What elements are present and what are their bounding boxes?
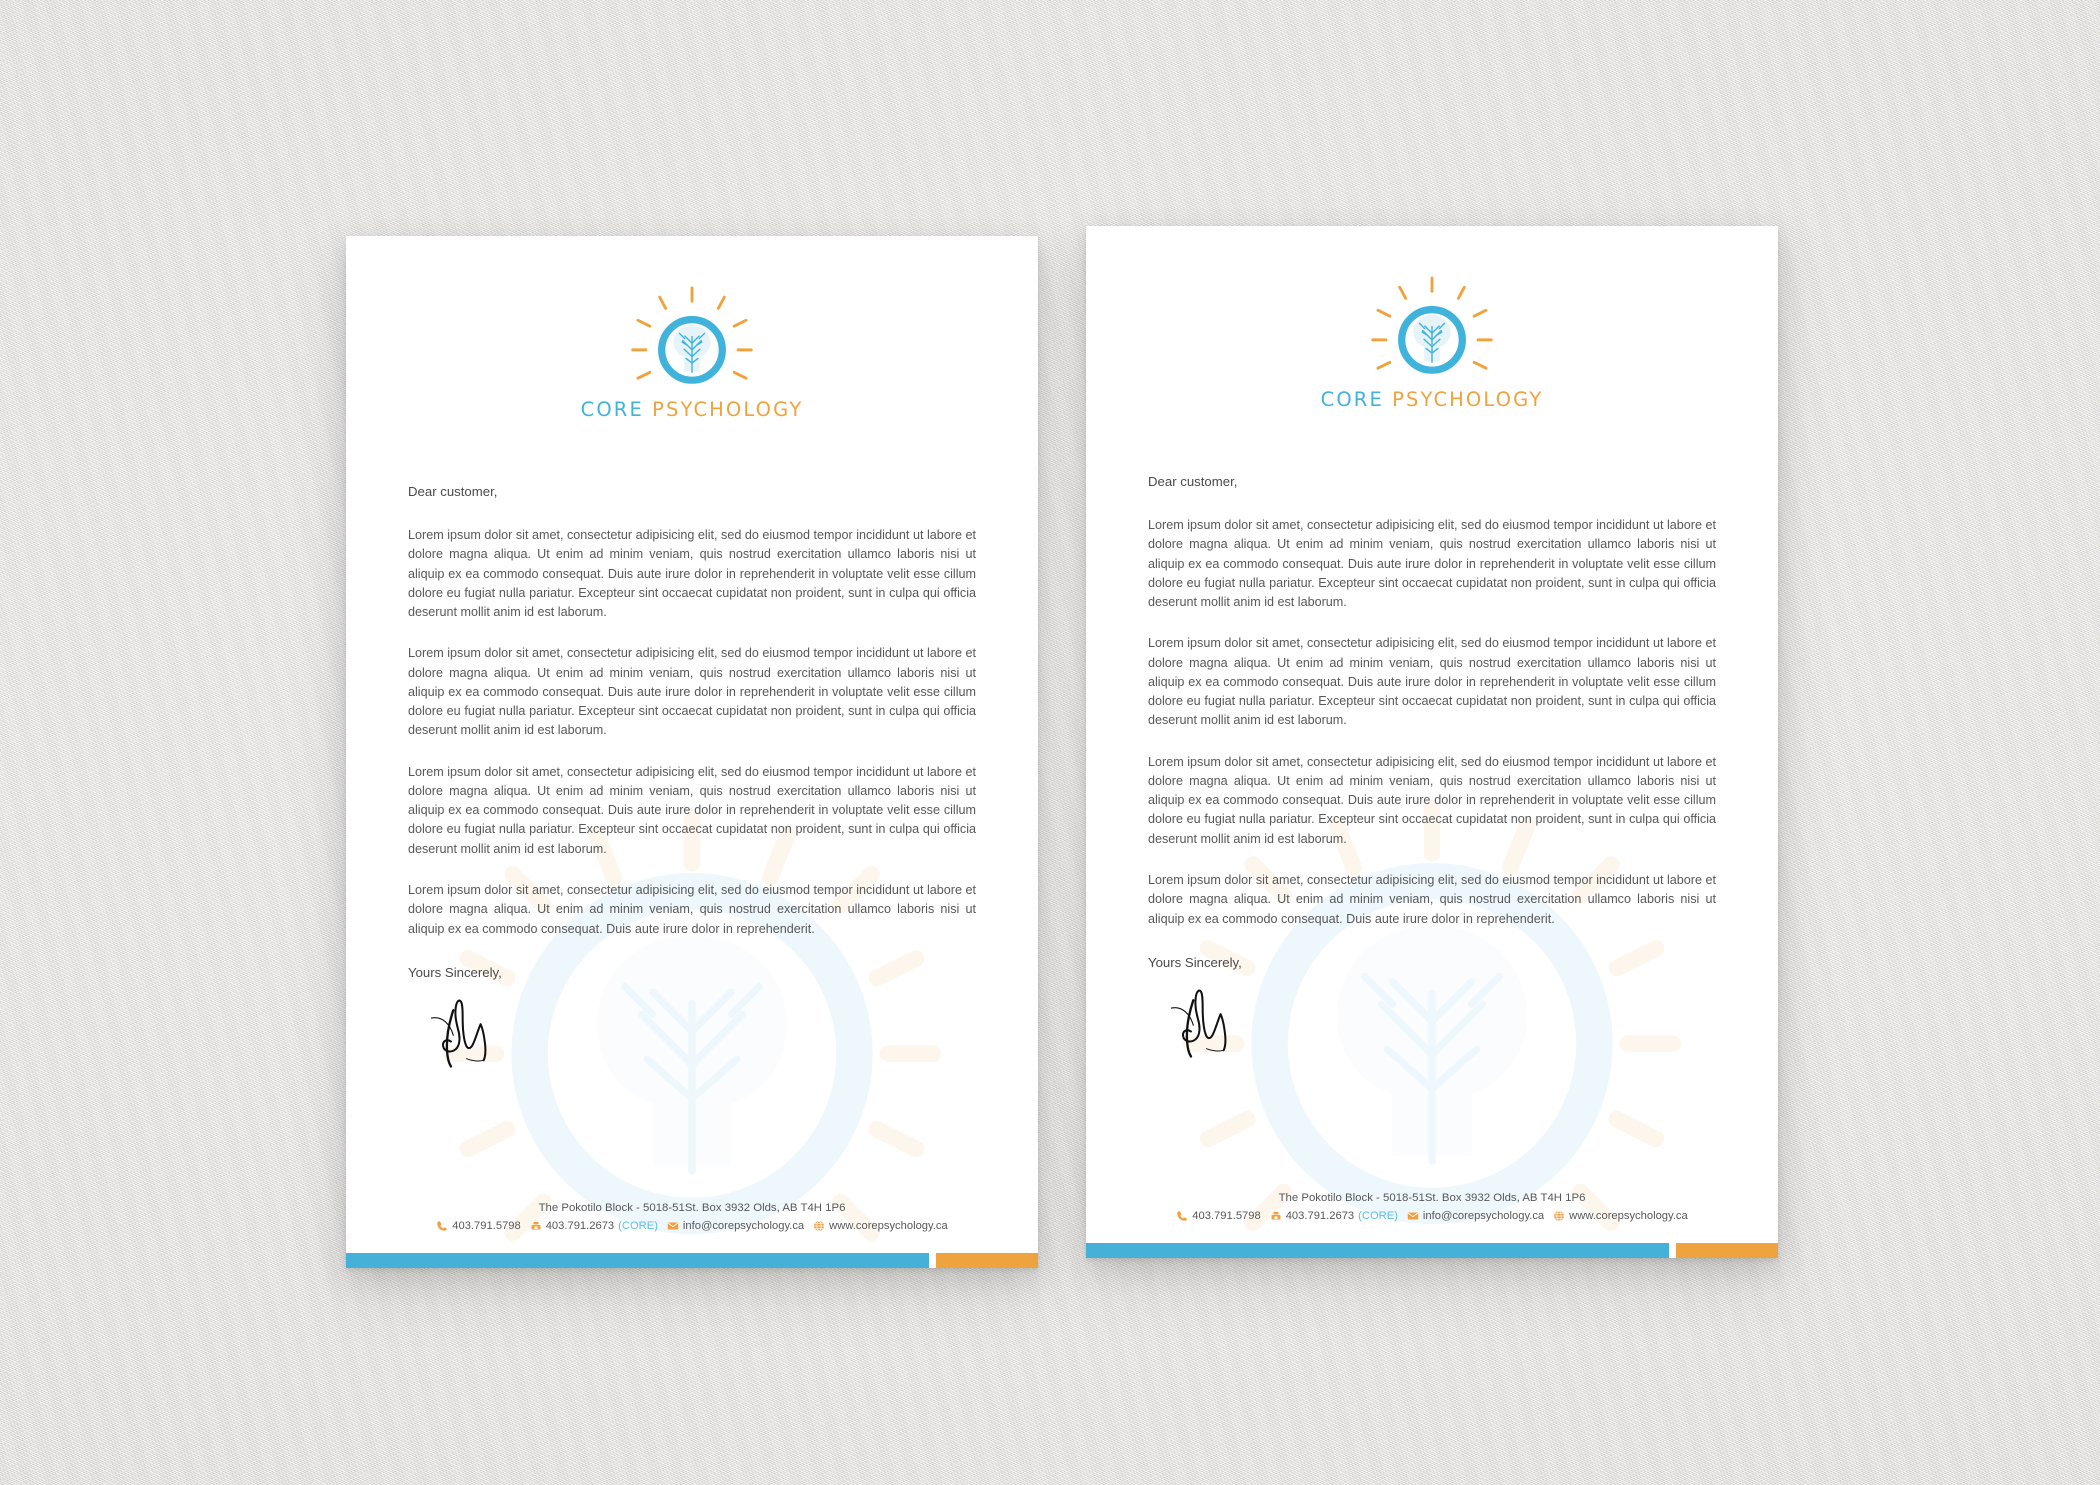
logo-word-psychology: PSYCHOLOGY <box>652 398 804 421</box>
envelope-icon <box>1407 1210 1419 1222</box>
signature-mark <box>424 990 520 1068</box>
phone-number: 403.791.5798 <box>452 1220 521 1232</box>
letterhead-footer <box>1086 1192 1778 1222</box>
logo-wordmark <box>1321 388 1544 411</box>
footer-color-bar <box>1086 1243 1778 1258</box>
body-paragraph: Lorem ipsum dolor sit amet, consectetur adipisicing elit, sed do eiusmod tempor incididunt ut labore et dolore magna aliqua. Ut enim ad minim veniam, quis nostrud exercitation ullamco laboris nisi ut aliquip ex ea commodo consequat. Duis aute irure dolor in reprehenderit in voluptate velit esse cillum dolore eu fugiat nulla pariatur. Excepteur sint occaecat cupidatat non proident, sunt in culpa qui officia deserunt mollit anim id est laborum. <box>1148 754 1716 846</box>
body-paragraph: Lorem ipsum dolor sit amet, consectetur adipisicing elit, sed do eiusmod tempor incididunt ut labore et dolore magna aliqua. Ut enim ad minim veniam, quis nostrud exercitation ullamco laboris nisi ut aliquip ex ea commodo consequat. Duis aute irure dolor in reprehenderit in voluptate velit esse cillum dolore eu fugiat nulla pariatur. Excepteur sint occaecat cupidatat non proident, sunt in culpa qui officia deserunt mollit anim id est laborum. <box>1148 636 1716 728</box>
fax-number: 403.791.2673 <box>1285 1210 1355 1222</box>
phone-number: 403.791.5798 <box>1192 1210 1261 1222</box>
letterhead-page-right[interactable] <box>1086 226 1778 1258</box>
letterhead-page-left[interactable] <box>346 236 1038 1268</box>
email-address: info@corepsychology.ca <box>1422 1210 1545 1222</box>
body-paragraph: Lorem ipsum dolor sit amet, consectetur adipisicing elit, sed do eiusmod tempor incididunt ut labore et dolore magna aliqua. Ut enim ad minim veniam, quis nostrud exercitation ullamco laboris nisi ut aliquip ex ea commodo consequat. Duis aute irure dolor in reprehenderit in voluptate velit esse cillum dolore eu fugiat nulla pariatur. Excepteur sint occaecat cupidatat non proident, sunt in culpa qui officia deserunt mollit anim id est laborum. <box>408 646 976 738</box>
footer-contacts <box>346 1220 1038 1232</box>
body-paragraph: Lorem ipsum dolor sit amet, consectetur adipisicing elit, sed do eiusmod tempor incididunt ut labore et dolore magna aliqua. Ut enim ad minim veniam, quis nostrud exercitation ullamco laboris nisi ut aliquip ex ea commodo consequat. Duis aute irure dolor in reprehenderit in voluptate velit esse cillum dolore eu fugiat nulla pariatur. Excepteur sint occaecat cupidatat non proident, sunt in culpa qui officia deserunt mollit anim id est laborum. <box>1148 518 1716 610</box>
signature-mark <box>1164 980 1260 1058</box>
website-url: www.corepsychology.ca <box>829 1220 948 1232</box>
letterhead-logo <box>1086 274 1778 411</box>
contact-fax[interactable] <box>1270 1210 1398 1222</box>
logo-word-core: CORE <box>1320 388 1384 411</box>
footer-contacts <box>1086 1210 1778 1222</box>
website-url: www.corepsychology.ca <box>1569 1210 1688 1222</box>
phone-icon <box>436 1220 448 1232</box>
fax-icon <box>1270 1210 1282 1222</box>
globe-icon <box>1553 1210 1565 1222</box>
letter-body <box>1148 474 1716 1058</box>
contact-email[interactable] <box>1407 1210 1544 1222</box>
body-paragraph: Lorem ipsum dolor sit amet, consectetur adipisicing elit, sed do eiusmod tempor incididunt ut labore et dolore magna aliqua. Ut enim ad minim veniam, quis nostrud exercitation ullamco laboris nisi ut aliquip ex ea commodo consequat. Duis aute irure dolor in reprehenderit in voluptate velit esse cillum dolore eu fugiat nulla pariatur. Excepteur sint occaecat cupidatat non proident, sunt in culpa qui officia deserunt mollit anim id est laborum. <box>408 764 976 856</box>
footer-address: The Pokotilo Block - 5018-51St. Box 3932 Olds, AB T4H 1P6 <box>1278 1192 1586 1204</box>
logo-word-psychology: PSYCHOLOGY <box>1392 388 1544 411</box>
closing-line: Yours Sincerely, <box>1148 954 1242 970</box>
contact-website[interactable] <box>1553 1210 1688 1222</box>
email-address: info@corepsychology.ca <box>682 1220 805 1232</box>
fax-mnemonic: (CORE) <box>618 1220 658 1232</box>
contact-fax[interactable] <box>530 1220 658 1232</box>
salutation: Dear customer, <box>408 484 498 499</box>
footer-bar-blue <box>1086 1243 1669 1258</box>
contact-website[interactable] <box>813 1220 948 1232</box>
letter-body <box>408 484 976 1068</box>
logo-wordmark <box>581 398 804 421</box>
fax-mnemonic: (CORE) <box>1358 1210 1398 1222</box>
contact-email[interactable] <box>667 1220 804 1232</box>
contact-phone[interactable] <box>1176 1210 1260 1222</box>
footer-bar-orange <box>936 1253 1038 1268</box>
body-paragraph: Lorem ipsum dolor sit amet, consectetur adipisicing elit, sed do eiusmod tempor incididunt ut labore et dolore magna aliqua. Ut enim ad minim veniam, quis nostrud exercitation ullamco laboris nisi ut aliquip ex ea commodo consequat. Duis aute irure dolor in reprehenderit in voluptate velit esse cillum dolore eu fugiat nulla pariatur. Excepteur sint occaecat cupidatat non proident, sunt in culpa qui officia deserunt mollit anim id est laborum. <box>408 528 976 620</box>
footer-bar-orange <box>1676 1243 1778 1258</box>
phone-icon <box>1176 1210 1188 1222</box>
fax-icon <box>530 1220 542 1232</box>
salutation: Dear customer, <box>1148 474 1238 489</box>
body-paragraph: Lorem ipsum dolor sit amet, consectetur adipisicing elit, sed do eiusmod tempor incididunt ut labore et dolore magna aliqua. Ut enim ad minim veniam, quis nostrud exercitation ullamco laboris nisi ut aliquip ex ea commodo consequat. Duis aute irure dolor in reprehenderit. <box>1148 872 1716 926</box>
contact-phone[interactable] <box>436 1220 520 1232</box>
globe-icon <box>813 1220 825 1232</box>
brain-tree-sun-icon <box>1366 274 1498 386</box>
letterhead-logo <box>346 284 1038 421</box>
logo-word-core: CORE <box>580 398 644 421</box>
brain-tree-sun-icon <box>626 284 758 396</box>
body-paragraph: Lorem ipsum dolor sit amet, consectetur adipisicing elit, sed do eiusmod tempor incididunt ut labore et dolore magna aliqua. Ut enim ad minim veniam, quis nostrud exercitation ullamco laboris nisi ut aliquip ex ea commodo consequat. Duis aute irure dolor in reprehenderit. <box>408 882 976 936</box>
footer-color-bar <box>346 1253 1038 1268</box>
letterhead-footer <box>346 1202 1038 1232</box>
fax-number: 403.791.2673 <box>545 1220 615 1232</box>
closing-line: Yours Sincerely, <box>408 964 502 980</box>
footer-bar-blue <box>346 1253 929 1268</box>
envelope-icon <box>667 1220 679 1232</box>
footer-address: The Pokotilo Block - 5018-51St. Box 3932 Olds, AB T4H 1P6 <box>538 1202 846 1214</box>
